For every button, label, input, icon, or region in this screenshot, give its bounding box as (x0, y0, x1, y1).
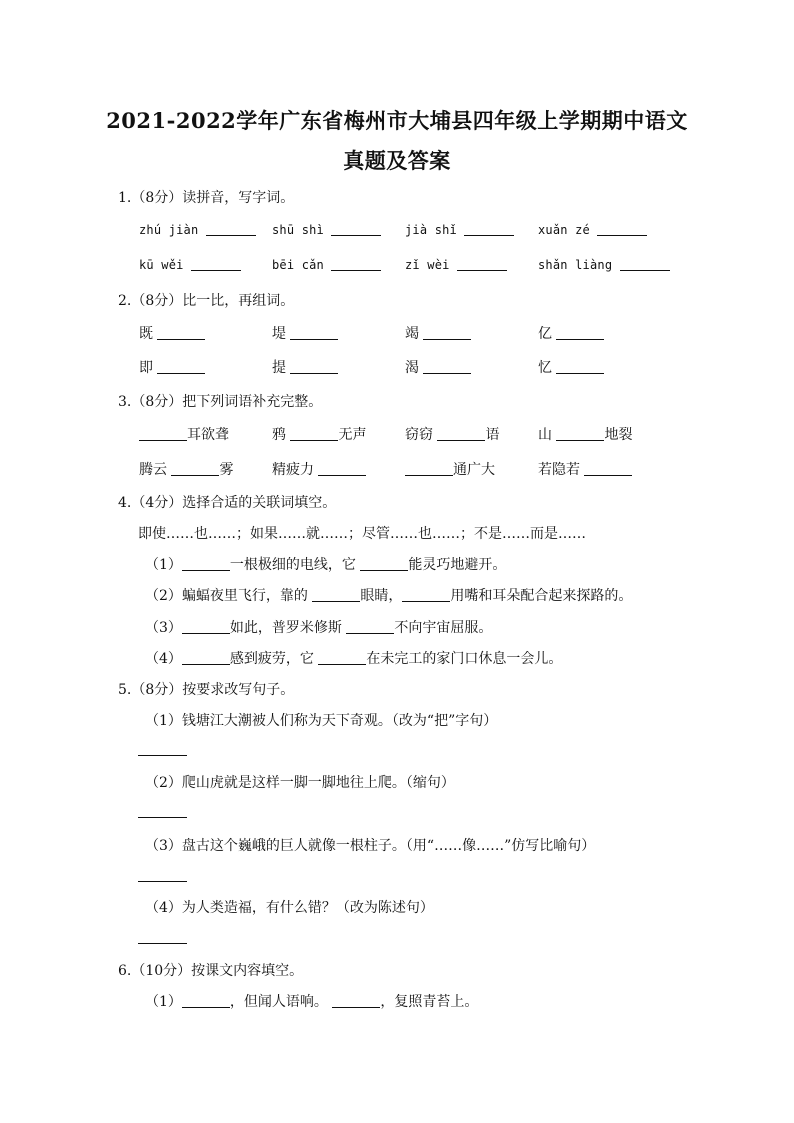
answer-blank[interactable] (171, 462, 219, 476)
q4-item-4: （4） 感到疲劳，它 在未完工的家门口休息一会儿。 (145, 651, 563, 667)
answer-blank[interactable] (457, 257, 507, 271)
q1-row-1 (0, 222, 794, 242)
char-item: 既 (139, 323, 205, 343)
q2-row-2 (0, 357, 794, 377)
answer-blank[interactable] (402, 588, 450, 602)
answer-blank[interactable] (182, 651, 230, 665)
answer-blank[interactable] (332, 994, 380, 1008)
answer-blank[interactable] (556, 427, 604, 441)
q1-prompt: 1.（8分）读拼音，写字词。 (118, 190, 295, 206)
pinyin-item: zǐ wèi (405, 257, 507, 272)
q3-row-1 (0, 424, 794, 444)
answer-blank[interactable] (360, 557, 408, 571)
pinyin-item: bēi cǎn (272, 257, 381, 272)
answer-blank[interactable] (423, 360, 471, 374)
answer-line[interactable] (138, 942, 187, 944)
answer-blank[interactable] (597, 222, 647, 236)
idiom-item: 通广大 (405, 459, 495, 479)
answer-blank[interactable] (290, 427, 338, 441)
answer-blank[interactable] (423, 326, 471, 340)
answer-blank[interactable] (437, 427, 485, 441)
q1-row-2 (0, 257, 794, 277)
answer-blank[interactable] (331, 222, 381, 236)
q5-item-2: （2）爬山虎就是这样一脚一脚地往上爬。（缩句） (145, 775, 455, 791)
pinyin-item: shǎn liàng (538, 257, 670, 272)
char-item: 堤 (272, 323, 338, 343)
pinyin-item: zhú jiàn (139, 222, 256, 237)
answer-blank[interactable] (157, 360, 205, 374)
answer-line[interactable] (138, 880, 187, 882)
q4-prompt: 4.（4分）选择合适的关联词填空。 (118, 495, 337, 511)
q2-row-1 (0, 323, 794, 343)
char-item: 提 (272, 357, 338, 377)
answer-blank[interactable] (182, 994, 230, 1008)
page-title: 2021-2022学年广东省梅州市大埔县四年级上学期期中语文 (106, 108, 688, 133)
q4-item-1: （1） 一根极细的电线，它 能灵巧地避开。 (145, 557, 507, 573)
answer-blank[interactable] (139, 427, 187, 441)
q5-item-3: （3）盘古这个巍峨的巨人就像一根柱子。（用“……像……”仿写比喻句） (145, 838, 596, 854)
char-item: 即 (139, 357, 205, 377)
char-item: 渴 (405, 357, 471, 377)
answer-blank[interactable] (290, 326, 338, 340)
q4-item-3: （3） 如此，普罗米修斯 不向宇宙屈服。 (145, 620, 493, 636)
q5-item-1: （1）钱塘江大潮被人们称为天下奇观。（改为“把”字句） (145, 713, 498, 729)
answer-blank[interactable] (620, 257, 670, 271)
char-item: 亿 (538, 323, 604, 343)
answer-blank[interactable] (556, 360, 604, 374)
answer-line[interactable] (138, 816, 187, 818)
q2-prompt: 2.（8分）比一比，再组词。 (118, 293, 295, 309)
q5-prompt: 5.（8分）按要求改写句子。 (118, 682, 295, 698)
q5-item-4: （4）为人类造福，有什么错？（改为陈述句） (145, 900, 434, 916)
q6-prompt: 6.（10分）按课文内容填空。 (118, 963, 304, 979)
answer-blank[interactable] (331, 257, 381, 271)
answer-blank[interactable] (584, 462, 632, 476)
q4-options: 即使……也……；如果……就……；尽管……也……；不是……而是…… (138, 526, 586, 542)
answer-blank[interactable] (290, 360, 338, 374)
answer-blank[interactable] (346, 620, 394, 634)
q4-item-2: （2）蝙蝠夜里飞行，靠的 眼睛， 用嘴和耳朵配合起来探路的。 (145, 588, 633, 604)
page-subtitle: 真题及答案 (343, 148, 451, 173)
idiom-item: 若隐若 (538, 459, 632, 479)
answer-blank[interactable] (312, 588, 360, 602)
idiom-item: 窃窃 语 (405, 427, 500, 443)
answer-line[interactable] (138, 754, 187, 756)
answer-blank[interactable] (191, 257, 241, 271)
idiom-item: 耳欲聋 (139, 424, 229, 444)
answer-blank[interactable] (464, 222, 514, 236)
answer-blank[interactable] (182, 620, 230, 634)
pinyin-item: jià shǐ (405, 222, 514, 237)
idiom-item: 精疲力 (272, 459, 366, 479)
char-item: 竭 (405, 323, 471, 343)
q3-row-2 (0, 459, 794, 479)
idiom-item: 腾云 雾 (139, 462, 234, 478)
q6-item-1: （1） ，但闻人语响。 ，复照青苔上。 (145, 994, 479, 1010)
answer-blank[interactable] (318, 462, 366, 476)
idiom-item: 鸦 无声 (272, 427, 367, 443)
answer-blank[interactable] (556, 326, 604, 340)
answer-blank[interactable] (182, 557, 230, 571)
answer-blank[interactable] (157, 326, 205, 340)
answer-blank[interactable] (405, 462, 453, 476)
pinyin-item: shū shì (272, 222, 381, 237)
answer-blank[interactable] (206, 222, 256, 236)
pinyin-item: xuǎn zé (538, 222, 647, 237)
idiom-item: 山 地裂 (538, 427, 633, 443)
pinyin-item: kū wěi (139, 257, 241, 272)
answer-blank[interactable] (318, 651, 366, 665)
q3-prompt: 3.（8分）把下列词语补充完整。 (118, 394, 323, 410)
char-item: 忆 (538, 357, 604, 377)
